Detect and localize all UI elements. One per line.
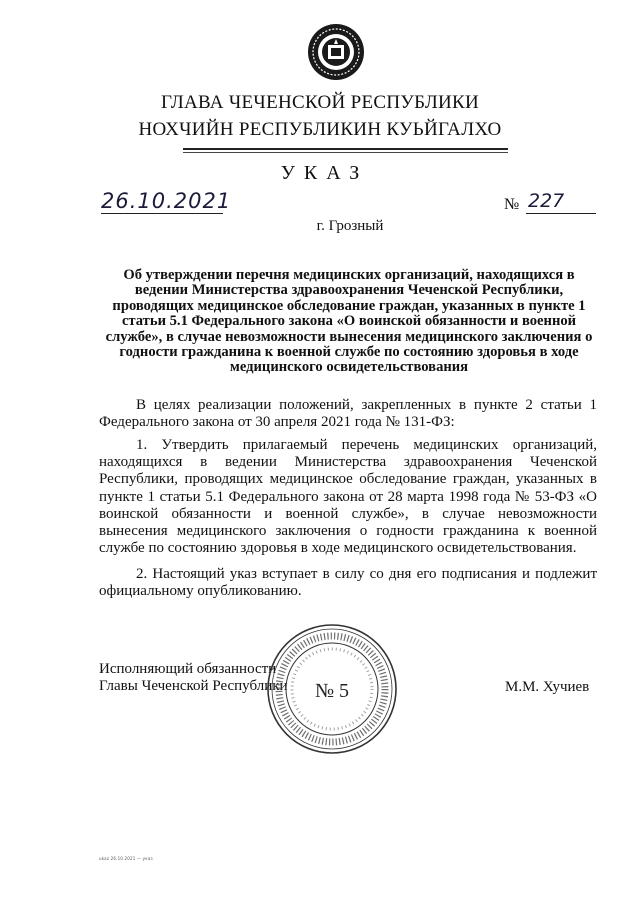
body-paragraph-2: 1. Утвердить прилагаемый перечень медицинских организаций, находящихся в ведении Министерства здравоохранения Чеченской Республики, проводящих медицинское обследование граждан, указанных в пункте 1 статьи 5.1 Федерального закона от 28 марта 1998 года № 53-ФЗ «О воинской обязанности и военной службе», в случае невозможности вынесения медицинского заключения о годности гражданина к военной службе по состоянию здоровья в ходе медицинского освидетельствования. — [99, 437, 597, 557]
document-number: 227 — [526, 189, 596, 214]
signatory-position-line-2: Главы Чеченской Республики — [99, 678, 288, 694]
signatory-name: М.М. Хучиев — [505, 679, 590, 695]
document-type: УКАЗ — [280, 162, 369, 184]
header-line-1: ГЛАВА ЧЕЧЕНСКОЙ РЕСПУБЛИКИ — [160, 92, 480, 113]
signatory-position-line-1: Исполняющий обязанности — [99, 661, 277, 677]
body-paragraph-3: 2. Настоящий указ вступает в силу со дня его подписания и подлежит официальному опубликованию. — [99, 566, 597, 600]
header-divider-thin — [183, 152, 508, 153]
header-divider-thick — [183, 148, 508, 150]
footer-file-reference: ukaz 26.10.2021 — указ — [99, 856, 153, 861]
header-line-2: НОХЧИЙН РЕСПУБЛИКИН КУЬЙГАЛХО — [138, 119, 502, 140]
document-title: Об утверждении перечня медицинских организаций, находящихся в ведении Министерства здравоохранения Чеченской Республики, проводящих медицинское обследование граждан, указанных в пункте 1 статьи 5.1 Федерального закона «О воинской обязанности и военной службе», в случае невозможности вынесения медицинского заключения о годности гражданина к военной службе по состоянию здоровья в ходе медицинского освидетельствования — [105, 267, 593, 376]
body-paragraph-1: В целях реализации положений, закрепленных в пункте 2 статьи 1 Федерального закона от 30 апреля 2021 года № 131-ФЗ: — [99, 397, 597, 431]
stamp-number: № 5 — [314, 680, 350, 702]
document-date: 26.10.2021 — [101, 189, 232, 213]
signatory-position — [99, 661, 288, 695]
official-round-stamp-icon — [266, 623, 398, 755]
city: г. Грозный — [316, 218, 384, 234]
number-label: № — [504, 196, 520, 213]
coat-of-arms-emblem-icon — [307, 23, 365, 81]
